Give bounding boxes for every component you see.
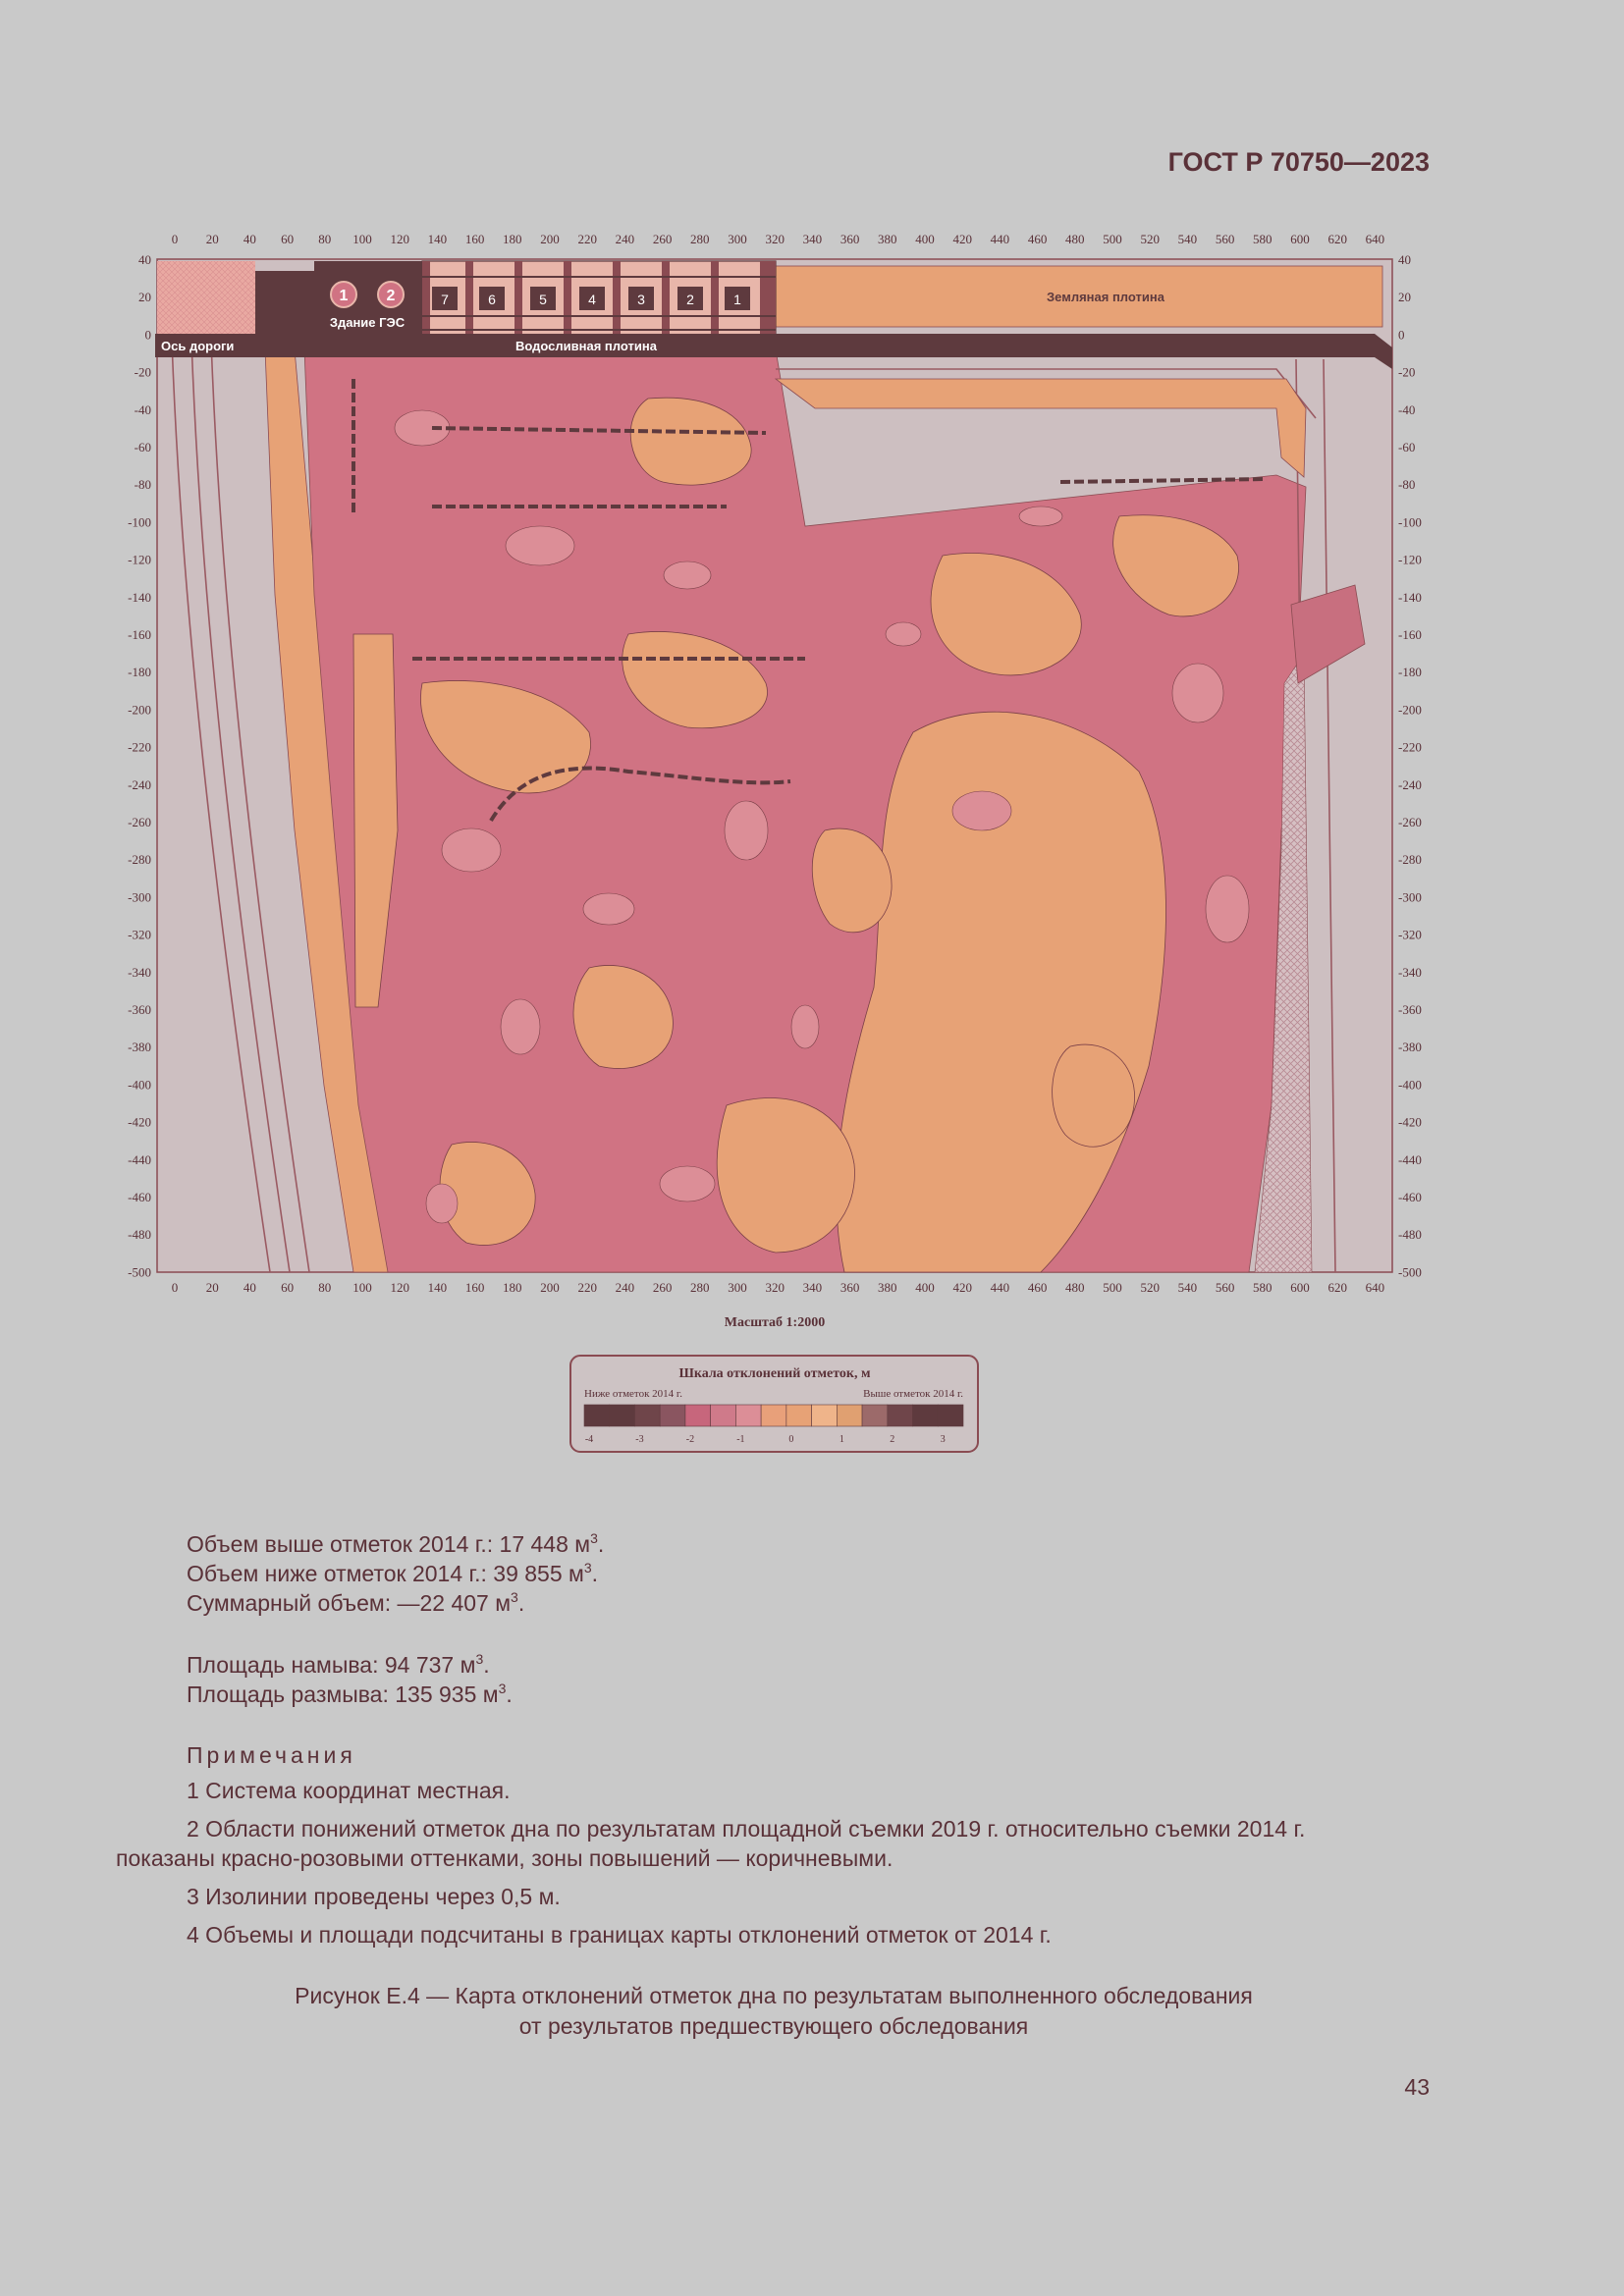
y-tick-label: -360 (1398, 1002, 1422, 1017)
x-tick-label: 500 (1103, 232, 1122, 246)
legend-swatch (888, 1405, 913, 1426)
y-tick-label: -200 (128, 702, 151, 718)
unit-2-label: 2 (386, 288, 396, 304)
y-tick-label: -160 (128, 627, 151, 642)
legend-tick-label: -2 (685, 1434, 695, 1445)
earth-dam-label: Земляная плотина (1047, 290, 1164, 304)
y-tick-label: -40 (1398, 401, 1416, 417)
legend-swatch (913, 1405, 939, 1426)
x-tick-label: 500 (1103, 1280, 1122, 1295)
legend-tick-label: -3 (635, 1434, 644, 1445)
page-number: 43 (1404, 2074, 1430, 2100)
y-tick-label: 0 (1398, 327, 1405, 343)
x-tick-label: 40 (243, 232, 256, 246)
y-tick-label: -240 (128, 776, 151, 792)
area-stats (116, 1650, 1432, 1709)
note-item: 2 Области понижений отметок дна по результатам площадной съемки 2019 г. относительно съемки 2014 г. (187, 1816, 1306, 1842)
x-axis-ticks-bottom (172, 1280, 1384, 1295)
y-tick-label: -300 (1398, 889, 1422, 905)
x-tick-label: 100 (352, 232, 372, 246)
legend-swatch (837, 1405, 862, 1426)
x-tick-label: 620 (1327, 1280, 1347, 1295)
x-tick-label: 620 (1327, 232, 1347, 246)
x-tick-label: 420 (952, 1280, 972, 1295)
x-tick-label: 300 (728, 1280, 747, 1295)
legend-tick-label: 0 (788, 1434, 794, 1445)
legend-swatch (584, 1405, 610, 1426)
legend-tick-label: -4 (584, 1434, 594, 1445)
x-tick-label: 160 (464, 232, 485, 246)
x-tick-label: 520 (1140, 232, 1160, 246)
y-tick-label: -340 (1398, 964, 1422, 980)
y-tick-label: -480 (1398, 1227, 1422, 1243)
y-tick-label: -180 (1398, 665, 1422, 680)
y-tick-label: -140 (1398, 589, 1422, 605)
y-axis-ticks-right (1398, 252, 1422, 1279)
unit-1-label: 1 (339, 288, 349, 304)
x-tick-label: 560 (1215, 232, 1235, 246)
y-tick-label: -280 (128, 852, 151, 868)
y-tick-label: -460 (128, 1190, 151, 1204)
y-tick-label: -100 (1398, 514, 1422, 530)
x-tick-label: 460 (1027, 1280, 1048, 1295)
x-tick-label: 440 (990, 1280, 1010, 1295)
bay-label: 4 (588, 292, 596, 307)
y-tick-label: 20 (138, 290, 151, 305)
legend-swatches (584, 1405, 963, 1426)
x-tick-label: 540 (1177, 1280, 1198, 1295)
y-tick-label: -20 (134, 364, 151, 380)
x-tick-label: 60 (281, 232, 295, 246)
area-erosion-line: Площадь размыва: 135 935 $м^3$. (187, 1681, 513, 1707)
note-item: 1 Система координат местная. (187, 1778, 511, 1803)
x-tick-label: 300 (728, 232, 747, 246)
road-axis-label: Ось дороги (161, 339, 235, 353)
y-tick-label: -320 (1398, 927, 1422, 942)
x-tick-label: 460 (1027, 232, 1048, 246)
y-tick-label: -160 (1398, 627, 1422, 642)
legend-swatch (660, 1405, 685, 1426)
note-item-continuation: показаны красно-розовыми оттенками, зоны повышений — коричневыми. (116, 1845, 893, 1871)
x-tick-label: 520 (1140, 1280, 1160, 1295)
y-tick-label: 20 (1398, 290, 1411, 305)
map-scale-label: Масштаб 1:2000 (724, 1315, 826, 1330)
y-tick-label: -500 (1398, 1264, 1422, 1280)
y-tick-label: 0 (144, 327, 151, 343)
x-tick-label: 0 (171, 232, 179, 246)
y-tick-label: -120 (1398, 552, 1422, 567)
legend-swatch (685, 1405, 711, 1426)
y-tick-label: -60 (134, 440, 151, 454)
legend-tick-label: 1 (839, 1434, 844, 1445)
spillway-bay-labels (432, 287, 750, 310)
y-tick-label: -260 (1398, 815, 1422, 829)
y-tick-label: 40 (138, 252, 151, 267)
x-tick-label: 360 (839, 1280, 860, 1295)
x-tick-label: 0 (171, 1280, 179, 1295)
x-tick-label: 120 (390, 1280, 409, 1295)
area-deposit-line: Площадь намыва: 94 737 $м^3$. (187, 1651, 490, 1678)
y-tick-label: -360 (128, 1002, 151, 1017)
left-grid-area (157, 261, 255, 335)
x-tick-label: 340 (802, 1280, 823, 1295)
x-tick-label: 600 (1290, 1280, 1310, 1295)
x-tick-label: 60 (281, 1280, 295, 1295)
x-tick-label: 100 (352, 1280, 372, 1295)
bay-label: 1 (733, 292, 741, 307)
x-tick-label: 280 (690, 1280, 710, 1295)
x-tick-label: 240 (615, 1280, 635, 1295)
legend-swatch (761, 1405, 786, 1426)
y-tick-label: -400 (1398, 1077, 1422, 1093)
x-tick-label: 360 (839, 232, 860, 246)
y-tick-label: -140 (128, 589, 151, 605)
x-tick-label: 120 (390, 232, 409, 246)
legend-tick-label: -1 (736, 1434, 745, 1445)
y-tick-label: -80 (1398, 477, 1416, 493)
bay-label: 6 (488, 292, 496, 307)
x-tick-label: 400 (915, 1280, 935, 1295)
bay-label: 3 (637, 292, 645, 307)
caption-line-2: от результатов предшествующего обследования (518, 2013, 1029, 2039)
x-tick-label: 480 (1065, 1280, 1085, 1295)
x-tick-label: 480 (1065, 232, 1085, 246)
legend-swatch (735, 1405, 761, 1426)
legend-swatch (711, 1405, 736, 1426)
y-tick-label: -220 (128, 739, 151, 755)
x-tick-label: 40 (243, 1280, 256, 1295)
x-tick-label: 580 (1253, 1280, 1272, 1295)
y-tick-label: -40 (134, 401, 151, 417)
x-tick-label: 380 (878, 232, 897, 246)
y-tick-label: -60 (1398, 440, 1416, 454)
figure-caption (116, 1981, 1432, 2042)
bay-label: 7 (441, 292, 449, 307)
legend-above-label: Выше отметок 2014 г. (863, 1388, 963, 1400)
x-tick-label: 640 (1365, 232, 1385, 246)
legend-below-label: Ниже отметок 2014 г. (584, 1388, 682, 1400)
x-tick-label: 320 (765, 1280, 785, 1295)
bay-label: 2 (686, 292, 694, 307)
y-tick-label: -380 (128, 1040, 151, 1055)
x-tick-label: 260 (652, 1280, 673, 1295)
legend-swatch (862, 1405, 888, 1426)
legend-tick-label: 3 (940, 1434, 946, 1445)
legend-swatch (634, 1405, 660, 1426)
volume-above-line: Объем выше отметок 2014 г.: 17 448 $м^3$. (187, 1530, 605, 1557)
x-tick-label: 560 (1215, 1280, 1235, 1295)
deviation-legend (570, 1356, 978, 1452)
x-tick-label: 320 (765, 232, 785, 246)
y-tick-label: 40 (1398, 252, 1411, 267)
x-axis-ticks-top (172, 232, 1384, 246)
y-tick-label: -460 (1398, 1190, 1422, 1204)
y-axis-ticks-left (128, 252, 151, 1279)
x-tick-label: 240 (615, 232, 635, 246)
x-tick-label: 20 (205, 1280, 219, 1295)
y-tick-label: -180 (128, 665, 151, 680)
deviation-map-figure (98, 222, 1473, 1488)
x-tick-label: 220 (577, 232, 597, 246)
y-tick-label: -420 (128, 1114, 151, 1130)
y-tick-label: -200 (1398, 702, 1422, 718)
y-tick-label: -380 (1398, 1040, 1422, 1055)
y-tick-label: -500 (128, 1264, 151, 1280)
x-tick-label: 80 (318, 232, 332, 246)
x-tick-label: 440 (990, 232, 1010, 246)
y-tick-label: -300 (128, 889, 151, 905)
y-tick-label: -80 (134, 477, 151, 493)
y-tick-label: -320 (128, 927, 151, 942)
y-tick-label: -340 (128, 964, 151, 980)
x-tick-label: 140 (427, 232, 448, 246)
x-tick-label: 140 (427, 1280, 448, 1295)
x-tick-label: 600 (1290, 232, 1310, 246)
document-code: ГОСТ Р 70750—2023 (1167, 147, 1430, 177)
volume-below-line: Объем ниже отметок 2014 г.: 39 855 $м^3$. (187, 1560, 599, 1586)
note-item: 3 Изолинии проведены через 0,5 м. (187, 1884, 561, 1909)
bay-label: 5 (539, 292, 547, 307)
y-tick-label: -280 (1398, 852, 1422, 868)
x-tick-label: 400 (915, 232, 935, 246)
x-tick-label: 80 (318, 1280, 332, 1295)
y-tick-label: -400 (128, 1077, 151, 1093)
x-tick-label: 280 (690, 232, 710, 246)
legend-swatch (610, 1405, 635, 1426)
legend-swatch (812, 1405, 838, 1426)
spillway-dam-label: Водосливная плотина (515, 339, 657, 353)
y-tick-label: -100 (128, 514, 151, 530)
y-tick-label: -220 (1398, 739, 1422, 755)
volume-total-line: Суммарный объем: —22 407 $м^3$. (187, 1589, 525, 1616)
y-tick-label: -260 (128, 815, 151, 829)
x-tick-label: 260 (652, 232, 673, 246)
x-tick-label: 180 (503, 1280, 522, 1295)
x-tick-label: 640 (1365, 1280, 1385, 1295)
x-tick-label: 220 (577, 1280, 597, 1295)
legend-swatch (786, 1405, 812, 1426)
x-tick-label: 340 (802, 232, 823, 246)
x-tick-label: 20 (205, 232, 219, 246)
notes-title: Примечания (187, 1742, 356, 1768)
x-tick-label: 420 (952, 232, 972, 246)
x-tick-label: 160 (464, 1280, 485, 1295)
x-tick-label: 200 (540, 1280, 560, 1295)
y-tick-label: -480 (128, 1227, 151, 1243)
y-tick-label: -20 (1398, 364, 1416, 380)
y-tick-label: -120 (128, 552, 151, 567)
x-tick-label: 200 (540, 232, 560, 246)
y-tick-label: -440 (1398, 1151, 1422, 1167)
x-tick-label: 540 (1177, 232, 1198, 246)
x-tick-label: 580 (1253, 232, 1272, 246)
x-tick-label: 380 (878, 1280, 897, 1295)
x-tick-label: 180 (503, 232, 522, 246)
legend-swatch (938, 1405, 963, 1426)
volume-stats (116, 1529, 1432, 1618)
note-item: 4 Объемы и площади подсчитаны в границах карты отклонений отметок от 2014 г. (187, 1922, 1052, 1948)
y-tick-label: -420 (1398, 1114, 1422, 1130)
y-tick-label: -440 (128, 1151, 151, 1167)
y-tick-label: -240 (1398, 776, 1422, 792)
legend-title: Шкала отклонений отметок, м (678, 1366, 871, 1381)
legend-tick-label: 2 (890, 1434, 895, 1445)
notes-section (116, 1740, 1432, 1949)
caption-line-1: Рисунок Е.4 — Карта отклонений отметок дна по результатам выполненного обследования (295, 1983, 1253, 2008)
hpp-building-label: Здание ГЭС (329, 315, 406, 330)
